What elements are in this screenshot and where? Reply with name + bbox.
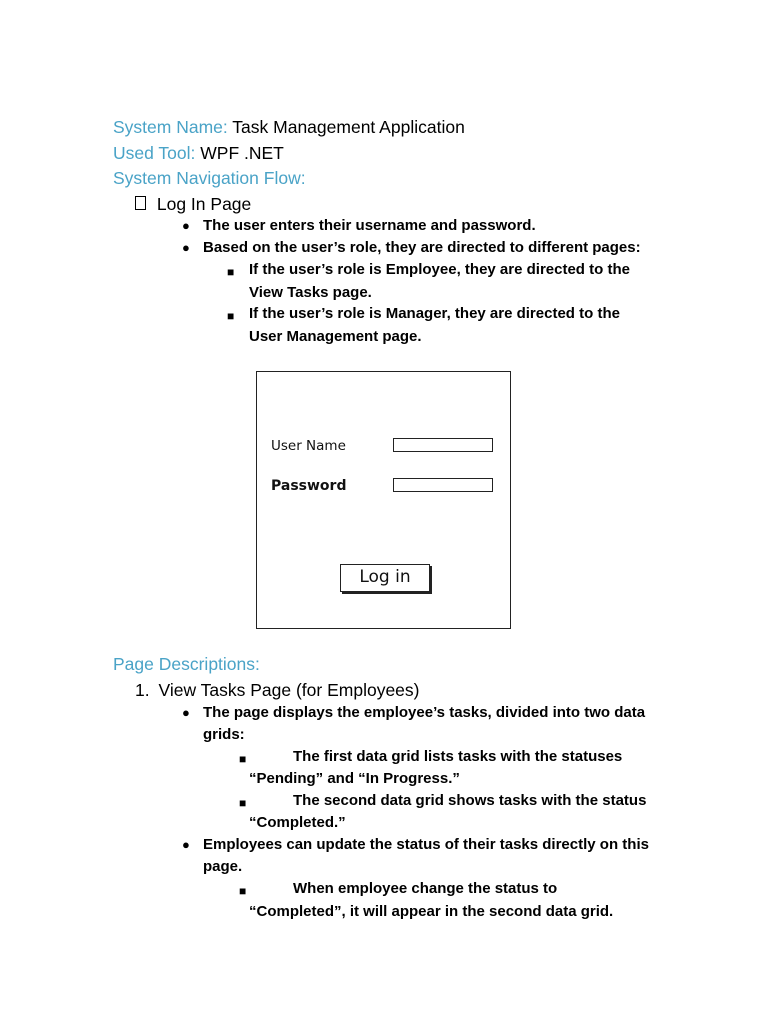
system-name-label: System Name: (113, 117, 228, 137)
nav-flow-label: System Navigation Flow: (113, 168, 306, 188)
desc-bullet-1-line2: grids: (203, 726, 245, 743)
login-page-heading (135, 194, 251, 215)
desc-sub-2-line1: The second data grid shows tasks with the status (293, 792, 647, 809)
missing-glyph-icon (135, 196, 146, 210)
nav-sub-bullet-1-line1: If the user’s role is Employee, they are directed to the (249, 261, 630, 278)
nav-sub-bullet-2-line1: If the user’s role is Manager, they are directed to the (249, 305, 620, 322)
nav-sub-bullet-2-line2: User Management page. (249, 328, 422, 345)
username-field[interactable] (393, 438, 493, 452)
bullet-icon: ● (182, 705, 190, 720)
item-title: View Tasks Page (for Employees) (158, 680, 420, 700)
nav-bullet-1-text: The user enters their username and password. (203, 217, 536, 234)
square-bullet-icon: ■ (227, 265, 235, 279)
desc-bullet-1-line1: The page displays the employee’s tasks, divided into two data (203, 704, 646, 721)
bullet-icon: ● (182, 218, 190, 233)
desc-sub-3 (239, 882, 246, 900)
square-bullet-icon: ■ (239, 796, 247, 810)
desc-sub-2-line2: “Completed.” (249, 814, 346, 831)
page-descriptions-heading: Page Descriptions: (113, 654, 260, 674)
desc-sub-1-line1: The first data grid lists tasks with the statuses (293, 748, 623, 765)
desc-bullet-2 (182, 836, 190, 854)
square-bullet-icon: ■ (239, 884, 247, 898)
nav-sub-bullet-1 (227, 263, 234, 281)
system-name-value: Task Management Application (232, 117, 465, 137)
used-tool-label: Used Tool: (113, 143, 196, 163)
description-item-1 (135, 680, 419, 701)
password-field[interactable] (393, 478, 493, 492)
login-button[interactable]: Log in (340, 564, 430, 592)
password-label: Password (271, 478, 347, 494)
desc-bullet-2-line1: Employees can update the status of their tasks directly on this (203, 836, 649, 853)
desc-bullet-1 (182, 704, 190, 722)
item-number: 1. (135, 680, 150, 700)
nav-bullet-1 (182, 217, 190, 235)
desc-sub-1 (239, 750, 246, 768)
bullet-icon: ● (182, 240, 190, 255)
square-bullet-icon: ■ (227, 309, 235, 323)
used-tool-value: WPF .NET (200, 143, 284, 163)
desc-sub-2 (239, 794, 246, 812)
desc-sub-1-line2: “Pending” and “In Progress.” (249, 770, 460, 787)
nav-bullet-2-text: Based on the user’s role, they are directed to different pages: (203, 239, 641, 256)
system-name-line (113, 117, 465, 138)
nav-sub-bullet-1-line2: View Tasks page. (249, 284, 372, 301)
desc-sub-3-line1: When employee change the status to (293, 880, 558, 897)
login-page-title: Log In Page (156, 194, 252, 214)
nav-sub-bullet-2 (227, 307, 234, 325)
username-label: User Name (271, 438, 346, 454)
nav-bullet-2 (182, 239, 190, 257)
desc-sub-3-line2: “Completed”, it will appear in the second data grid. (249, 903, 614, 920)
bullet-icon: ● (182, 837, 190, 852)
used-tool-line (113, 143, 284, 164)
login-mockup (256, 371, 511, 629)
desc-bullet-2-line2: page. (203, 858, 243, 875)
square-bullet-icon: ■ (239, 752, 247, 766)
